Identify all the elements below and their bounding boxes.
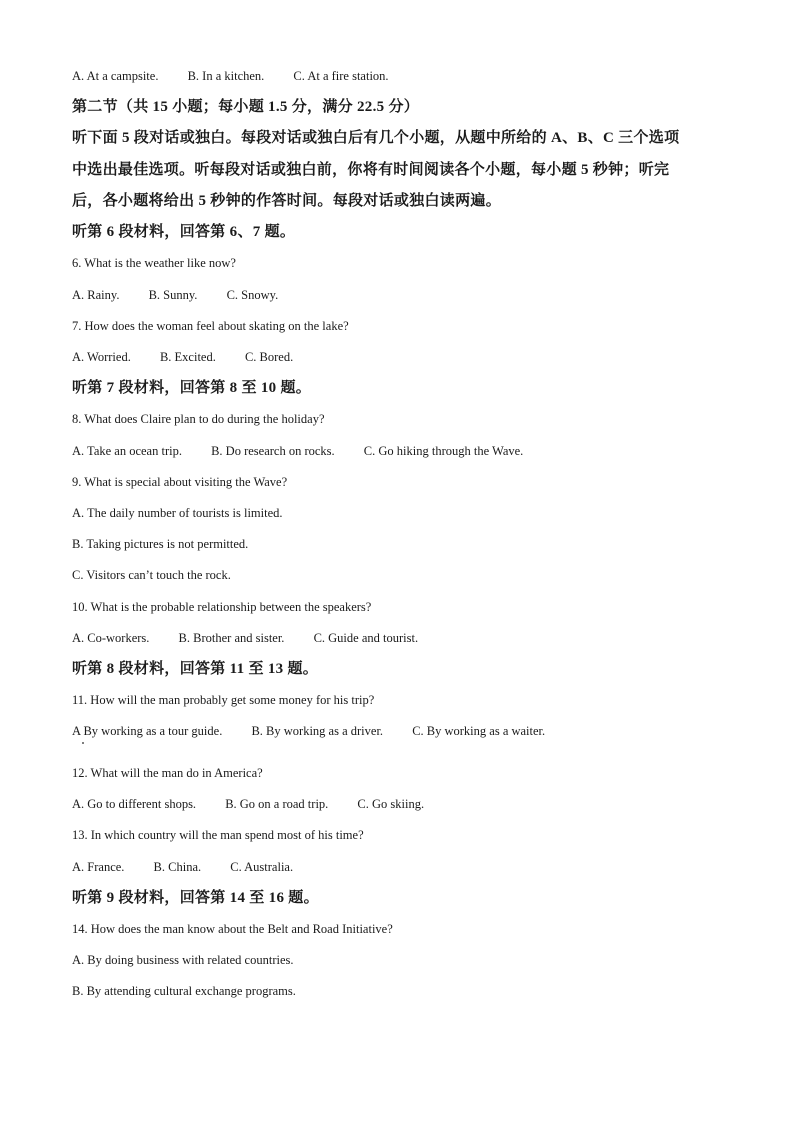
q11-option-c: C. By working as a waiter. bbox=[412, 724, 546, 738]
q14-option-b: B. By attending cultural exchange programs. bbox=[72, 984, 296, 998]
q14-option-a: A. By doing business with related countries. bbox=[72, 953, 294, 967]
q7-option-c: C. Bored. bbox=[244, 350, 294, 364]
material-8-heading: 听第 8 段材料，回答第 11 至 13 题。 bbox=[72, 661, 319, 677]
q13-option-a: A. France. bbox=[72, 860, 125, 874]
section-title: 第二节（共 15 小题；每小题 1.5 分，满分 22.5 分） bbox=[72, 99, 420, 115]
question-10: 10. What is the probable relationship between the speakers? bbox=[72, 600, 372, 614]
q5-option-a: A. At a campsite. bbox=[72, 69, 159, 83]
q8-options bbox=[72, 443, 523, 459]
instructions-line-3: 后，各小题将给出 5 秒钟的作答时间。每段对话或独白读两遍。 bbox=[72, 193, 502, 209]
q7-options bbox=[72, 349, 293, 365]
q10-option-c: C. Guide and tourist. bbox=[313, 631, 419, 645]
q8-option-a: A. Take an ocean trip. bbox=[72, 444, 182, 458]
question-6: 6. What is the weather like now? bbox=[72, 256, 236, 270]
question-11: 11. How will the man probably get some money for his trip? bbox=[72, 693, 375, 707]
question-8: 8. What does Claire plan to do during the holiday? bbox=[72, 412, 325, 426]
question-14: 14. How does the man know about the Belt and Road Initiative? bbox=[72, 922, 393, 936]
q12-option-c: C. Go skiing. bbox=[357, 797, 425, 811]
q8-option-b: B. Do research on rocks. bbox=[211, 444, 335, 458]
q9-option-a: A. The daily number of tourists is limited. bbox=[72, 506, 283, 520]
q11-option-b: B. By working as a driver. bbox=[251, 724, 384, 738]
q12-option-a: A. Go to different shops. bbox=[72, 797, 197, 811]
q5-options bbox=[72, 68, 389, 84]
question-7: 7. How does the woman feel about skating on the lake? bbox=[72, 319, 349, 333]
q10-option-b: B. Brother and sister. bbox=[178, 631, 285, 645]
material-9-heading: 听第 9 段材料，回答第 14 至 16 题。 bbox=[72, 890, 319, 906]
q6-option-a: A. Rainy. bbox=[72, 288, 120, 302]
q13-option-b: B. China. bbox=[153, 860, 202, 874]
q13-option-c: C. Australia. bbox=[230, 860, 294, 874]
instructions-line-1: 听下面 5 段对话或独白。每段对话或独白后有几个小题，从题中所给的 A、B、C 三个选项 bbox=[72, 130, 680, 146]
q11-option-a: A By working as a tour guide. bbox=[72, 724, 223, 738]
instructions-line-2: 中选出最佳选项。听每段对话或独白前，你将有时间阅读各个小题，每小题 5 秒钟；听完 bbox=[72, 162, 670, 178]
question-13: 13. In which country will the man spend most of his time? bbox=[72, 828, 364, 842]
q10-option-a: A. Co-workers. bbox=[72, 631, 150, 645]
q6-options bbox=[72, 287, 278, 303]
q6-option-b: B. Sunny. bbox=[148, 288, 198, 302]
q8-option-c: C. Go hiking through the Wave. bbox=[363, 444, 524, 458]
q7-option-b: B. Excited. bbox=[159, 350, 216, 364]
q9-option-c: C. Visitors can’t touch the rock. bbox=[72, 568, 231, 582]
q5-option-c: C. At a fire station. bbox=[293, 69, 389, 83]
q9-option-b: B. Taking pictures is not permitted. bbox=[72, 537, 249, 551]
q11-options bbox=[72, 723, 545, 739]
question-12: 12. What will the man do in America? bbox=[72, 766, 263, 780]
q10-options bbox=[72, 630, 418, 646]
q5-option-b: B. In a kitchen. bbox=[187, 69, 265, 83]
stray-dot-mark bbox=[82, 742, 84, 744]
q7-option-a: A. Worried. bbox=[72, 350, 131, 364]
q6-option-c: C. Snowy. bbox=[226, 288, 279, 302]
material-6-heading: 听第 6 段材料，回答第 6、7 题。 bbox=[72, 224, 296, 240]
question-9: 9. What is special about visiting the Wave? bbox=[72, 475, 288, 489]
q12-option-b: B. Go on a road trip. bbox=[225, 797, 329, 811]
q12-options bbox=[72, 796, 424, 812]
material-7-heading: 听第 7 段材料，回答第 8 至 10 题。 bbox=[72, 380, 312, 396]
q13-options bbox=[72, 859, 293, 875]
